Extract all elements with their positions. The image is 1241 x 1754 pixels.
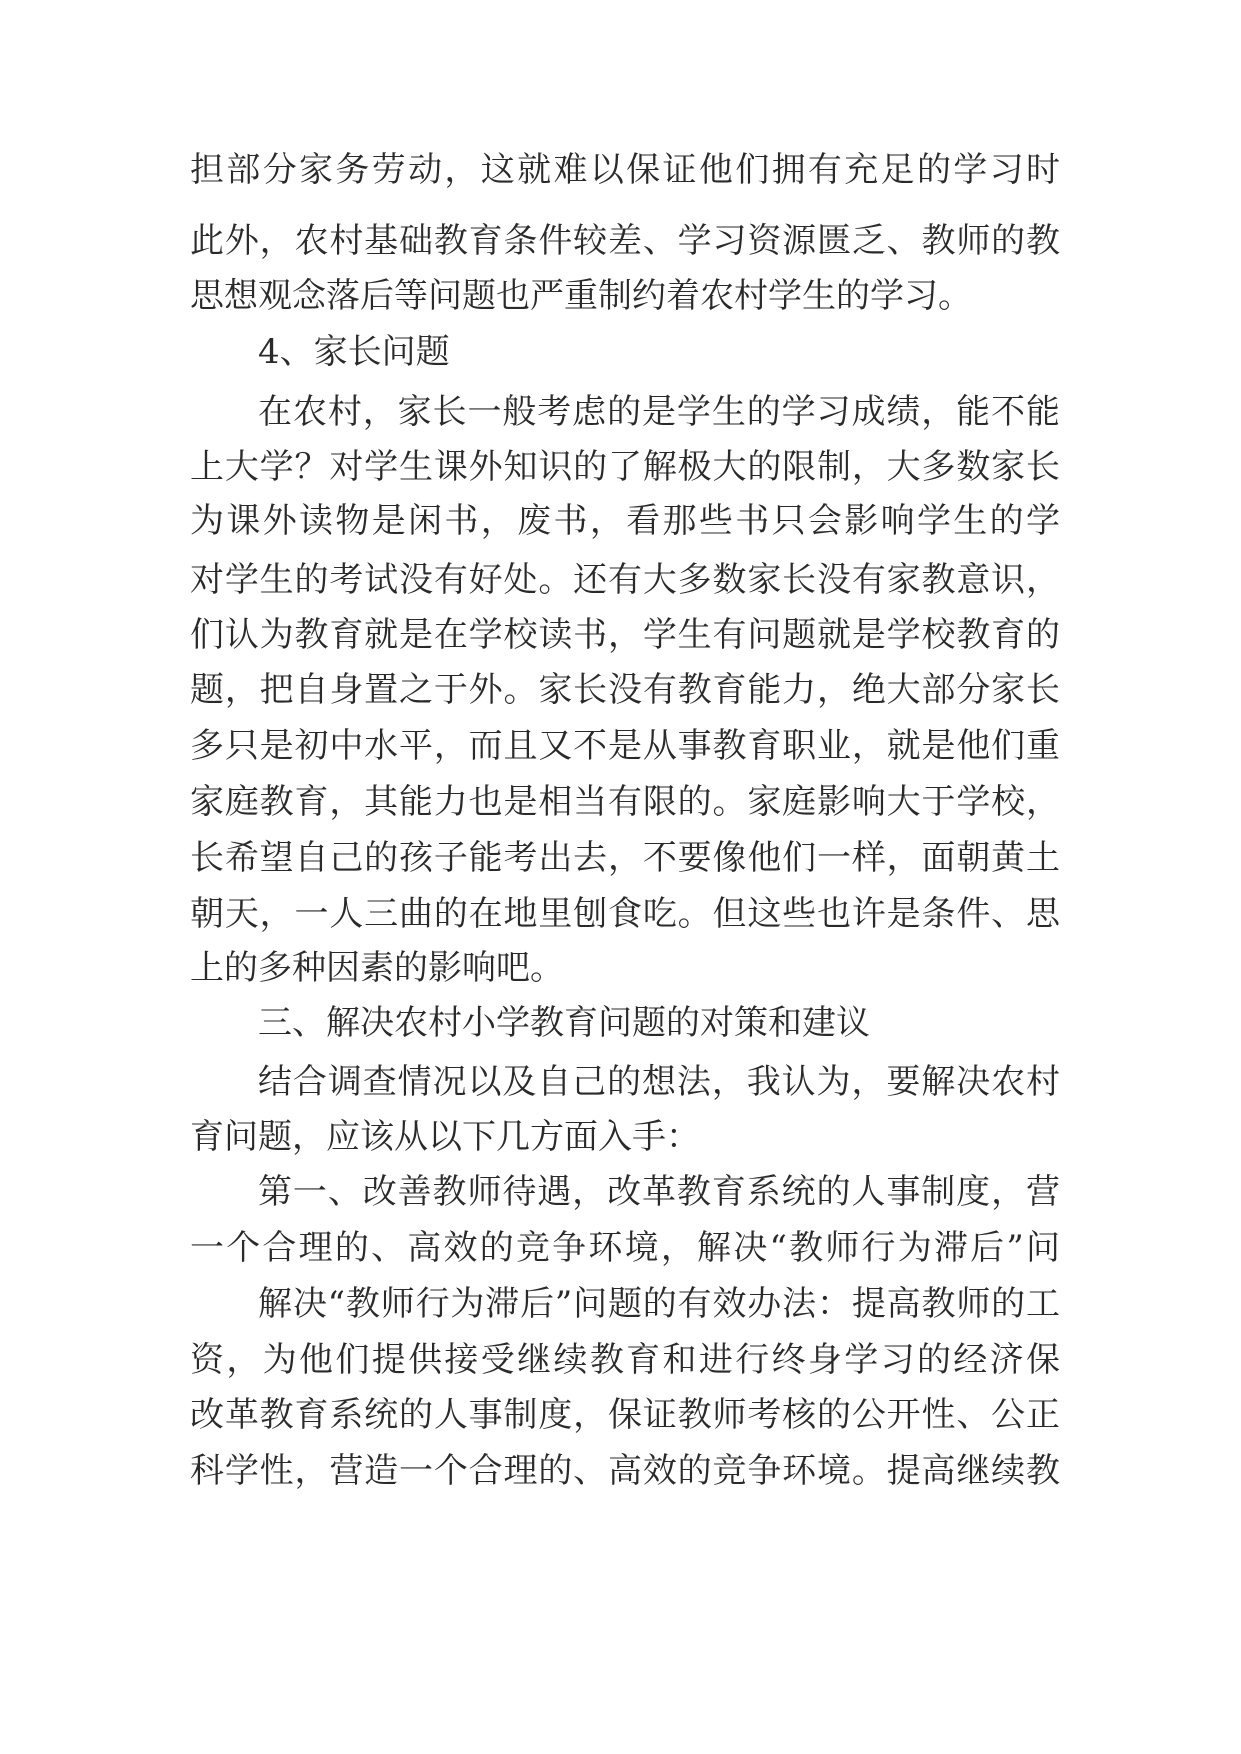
text-line	[0, 1331, 1241, 1389]
section-heading: 三、解决农村小学教育问题的对策和建议	[258, 1003, 870, 1043]
paragraph-line: 资，为他们提供接受继续教育和进行终身学习的经济保	[190, 1340, 1060, 1380]
text-line	[0, 717, 1241, 775]
paragraph-line: 长希望自己的孩子能考出去，不要像他们一样，面朝黄土	[190, 838, 1060, 878]
paragraph-line: 题，把自身置之于外。家长没有教育能力，绝大部分家长	[190, 670, 1060, 710]
text-line	[0, 1275, 1241, 1333]
text-line	[0, 1442, 1241, 1500]
text-line	[0, 994, 1241, 1052]
text-line	[0, 267, 1241, 325]
paragraph-line: 结合调查情况以及自己的想法，我认为，要解决农村	[258, 1062, 1060, 1102]
paragraph-line: 在农村，家长一般考虑的是学生的学习成绩，能不能	[258, 392, 1060, 432]
text-line	[0, 1053, 1241, 1111]
paragraph-line: 多只是初中水平，而且又不是从事教育职业，就是他们重	[190, 726, 1060, 766]
text-line	[0, 212, 1241, 270]
paragraph-line: 第一、改善教师待遇，改革教育系统的人事制度，营	[258, 1172, 1060, 1212]
paragraph-line: 上的多种因素的影响吧。	[190, 948, 564, 988]
paragraph-line: 科学性，营造一个合理的、高效的竞争环境。提高继续教	[190, 1451, 1060, 1491]
text-line	[0, 492, 1241, 550]
paragraph-line: 家庭教育，其能力也是相当有限的。家庭影响大于学校，	[190, 782, 1060, 822]
text-line	[0, 1163, 1241, 1221]
paragraph-line: 思想观念落后等问题也严重制约着农村学生的学习。	[190, 276, 972, 316]
paragraph-line: 此外，农村基础教育条件较差、学习资源匮乏、教师的教	[190, 221, 1060, 261]
text-line	[0, 438, 1241, 496]
text-line	[0, 1219, 1241, 1277]
text-line	[0, 939, 1241, 997]
text-line	[0, 661, 1241, 719]
paragraph-line: 育问题，应该从以下几方面入手：	[190, 1117, 700, 1157]
paragraph-line: 为课外读物是闲书，废书，看那些书只会影响学生的学	[190, 501, 1060, 541]
section-heading: 4、家长问题	[258, 332, 450, 372]
text-line	[0, 773, 1241, 831]
paragraph-line: 们认为教育就是在学校读书，学生有问题就是学校教育的	[190, 615, 1060, 655]
text-line	[0, 606, 1241, 664]
paragraph-line: 上大学？对学生课外知识的了解极大的限制，大多数家长	[190, 447, 1060, 487]
text-line	[0, 885, 1241, 943]
paragraph-line: 对学生的考试没有好处。还有大多数家长没有家教意识，	[190, 560, 1060, 600]
text-line	[0, 1386, 1241, 1444]
paragraph-line: 改革教育系统的人事制度，保证教师考核的公开性、公正	[190, 1395, 1060, 1435]
text-line	[0, 829, 1241, 887]
paragraph-line: 一个合理的、高效的竞争环境，解决“教师行为滞后”问	[190, 1228, 1060, 1268]
text-line	[0, 383, 1241, 441]
text-line	[0, 141, 1241, 199]
text-line	[0, 551, 1241, 609]
paragraph-line: 担部分家务劳动，这就难以保证他们拥有充足的学习时	[190, 150, 1060, 190]
text-line	[0, 323, 1241, 381]
paragraph-line: 朝天，一人三曲的在地里刨食吃。但这些也许是条件、思	[190, 894, 1060, 934]
text-line	[0, 1108, 1241, 1166]
paragraph-line: 解决“教师行为滞后”问题的有效办法：提高教师的工	[258, 1284, 1060, 1324]
